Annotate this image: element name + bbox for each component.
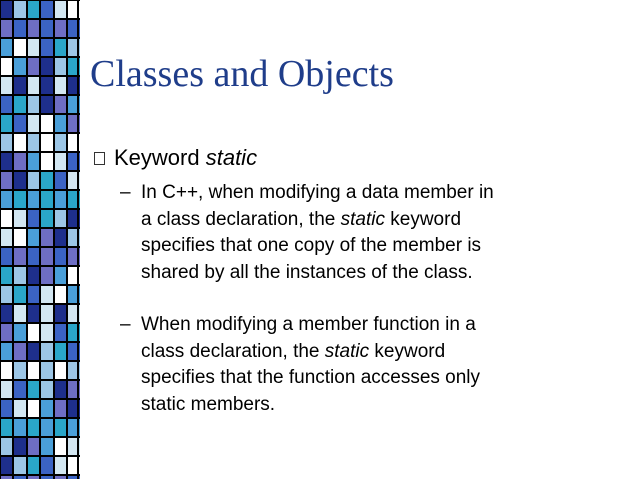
dash-marker-icon: –	[120, 314, 131, 335]
strip-tile	[40, 190, 54, 209]
strip-tile	[40, 247, 54, 266]
dash-marker-icon: –	[120, 182, 131, 203]
bullet-emphasis: static	[205, 145, 258, 170]
strip-tile	[40, 437, 54, 456]
strip-tile	[13, 76, 27, 95]
strip-tile	[40, 361, 54, 380]
strip-tile	[40, 399, 54, 418]
strip-tile	[13, 361, 27, 380]
strip-tile	[13, 456, 27, 475]
strip-grid-line	[26, 0, 28, 479]
strip-tile	[13, 133, 27, 152]
strip-tile	[13, 95, 27, 114]
strip-tile	[13, 38, 27, 57]
strip-tile	[40, 57, 54, 76]
strip-grid-line	[0, 0, 1, 479]
subitem-line-part: keyword	[384, 208, 462, 230]
strip-grid-line	[77, 0, 79, 479]
subitem-line-part: a class declaration, the	[141, 208, 341, 230]
strip-tile	[13, 437, 27, 456]
strip-tile	[13, 209, 27, 228]
strip-tile	[13, 228, 27, 247]
strip-tile	[13, 380, 27, 399]
subitem-line-part: class declaration, the	[141, 340, 325, 362]
strip-tile	[13, 323, 27, 342]
strip-tile	[40, 456, 54, 475]
subitem-member-function	[141, 312, 631, 418]
bullet-text: Keyword	[114, 145, 206, 170]
subitem-emphasis: static	[340, 208, 385, 230]
strip-tile	[40, 418, 54, 437]
strip-tile	[13, 285, 27, 304]
strip-tile	[13, 190, 27, 209]
strip-grid-line	[12, 0, 14, 479]
subitem-line: shared by all the instances of the class.	[141, 261, 473, 283]
strip-tile	[40, 266, 54, 285]
strip-tile	[40, 380, 54, 399]
strip-tile	[40, 285, 54, 304]
strip-tile	[13, 342, 27, 361]
strip-grid-line	[39, 0, 41, 479]
strip-tile	[40, 133, 54, 152]
strip-tile	[40, 0, 54, 19]
strip-tile	[40, 171, 54, 190]
strip-tile	[40, 152, 54, 171]
strip-tile	[40, 342, 54, 361]
strip-tile	[40, 38, 54, 57]
strip-tile	[13, 19, 27, 38]
subitem-line: specifies that one copy of the member is	[141, 235, 482, 256]
strip-tile	[40, 323, 54, 342]
slide-title: Classes and Objects	[90, 53, 394, 95]
strip-tile	[40, 114, 54, 133]
decorative-woven-strip	[0, 0, 80, 479]
strip-tile	[13, 57, 27, 76]
subitem-line: When modifying a member function in a	[141, 314, 476, 335]
subitem-line: In C++, when modifying a data member in	[141, 182, 494, 203]
strip-tile	[13, 0, 27, 19]
subitem-data-member	[141, 180, 631, 286]
subitem-line-part: keyword	[369, 340, 446, 362]
subitem-line	[141, 339, 631, 366]
strip-tile	[40, 76, 54, 95]
subitem-line	[141, 207, 631, 234]
strip-tile	[13, 114, 27, 133]
strip-tile	[13, 266, 27, 285]
strip-tile	[40, 95, 54, 114]
strip-tile	[40, 228, 54, 247]
strip-tile	[40, 304, 54, 323]
strip-tile	[13, 171, 27, 190]
strip-tile	[13, 399, 27, 418]
subitem-line: specifies that the function accesses only	[141, 367, 481, 388]
subitem-line: static members.	[141, 393, 276, 415]
strip-tile	[13, 418, 27, 437]
strip-grid-line	[66, 0, 68, 479]
strip-tile	[13, 304, 27, 323]
strip-tile	[13, 152, 27, 171]
strip-tile	[40, 19, 54, 38]
subitem-emphasis: static	[324, 340, 370, 362]
bullet-keyword-static	[114, 145, 257, 171]
strip-tile	[40, 209, 54, 228]
bullet-box-icon	[94, 152, 105, 165]
strip-grid-line	[53, 0, 55, 479]
strip-tile	[13, 247, 27, 266]
